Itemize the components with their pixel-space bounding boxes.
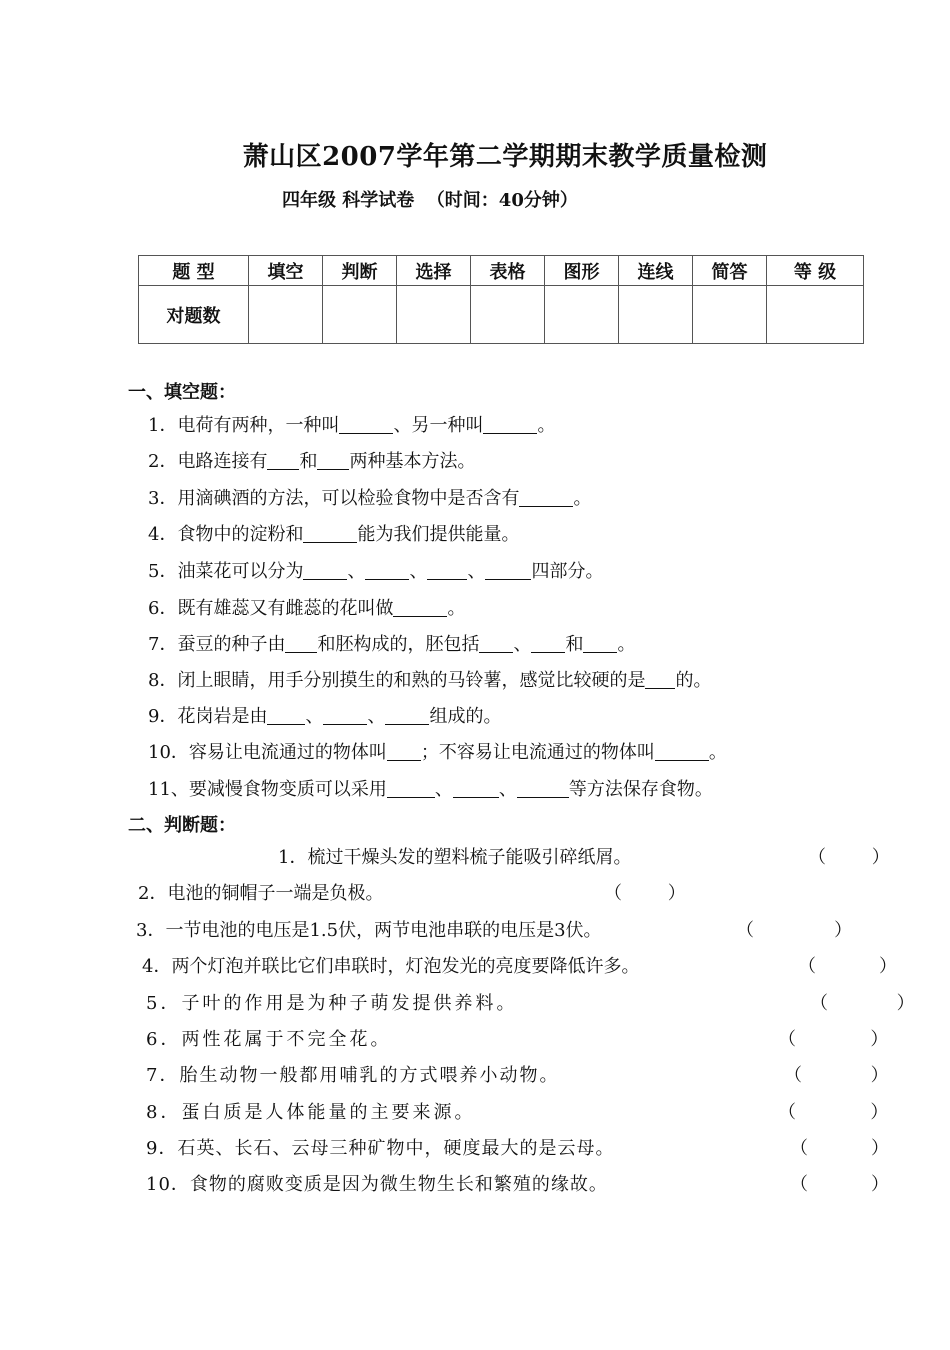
question-text: 和 <box>565 634 584 655</box>
true-false-question <box>146 1098 475 1124</box>
question-text: 。 <box>573 488 592 509</box>
answer-blank[interactable] <box>531 634 565 653</box>
fill-in-question <box>148 666 711 692</box>
answer-blank[interactable] <box>365 561 409 580</box>
question-text: 石英、长石、云母三种矿物中，硬度最大的是云母。 <box>177 1138 615 1159</box>
question-text: 用滴碘酒的方法，可以检验食物中是否含有 <box>177 488 520 509</box>
question-text: 组成的。 <box>429 706 502 727</box>
answer-blank[interactable] <box>483 415 537 434</box>
answer-blank[interactable] <box>285 634 317 653</box>
answer-blank[interactable] <box>303 524 357 543</box>
fill-in-question <box>148 630 635 656</box>
question-text: 蚕豆的种子由 <box>177 634 286 655</box>
question-number: 8． <box>148 670 178 691</box>
score-row-label: 对题数 <box>139 286 249 344</box>
question-text: 梳过干燥头发的塑料梳子能吸引碎纸屑。 <box>307 847 632 868</box>
question-text: 花岗岩是由 <box>177 706 268 727</box>
answer-blank[interactable] <box>517 779 569 798</box>
question-text: 闭上眼睛，用手分别摸生的和熟的马铃薯，感觉比较硬的是 <box>177 670 646 691</box>
question-text: 胎生动物一般都用哺乳的方式喂养小动物。 <box>179 1065 560 1086</box>
score-header-cell: 表格 <box>471 256 545 286</box>
question-text: 。 <box>708 742 727 763</box>
answer-blank[interactable] <box>267 706 305 725</box>
true-false-question <box>136 916 602 942</box>
score-header-cell: 题 型 <box>139 256 249 286</box>
question-text: 、 <box>305 706 324 727</box>
question-number: 2． <box>148 451 178 472</box>
question-text: 、另一种叫 <box>393 415 484 436</box>
question-text: 蛋白质是人体能量的主要来源。 <box>181 1102 476 1123</box>
question-number: 4． <box>148 524 178 545</box>
answer-blank[interactable] <box>385 706 429 725</box>
answer-blank[interactable] <box>317 451 349 470</box>
question-text: 、 <box>367 706 386 727</box>
fill-in-question <box>148 520 519 546</box>
answer-blank[interactable] <box>479 634 513 653</box>
score-cell <box>767 286 864 344</box>
true-false-question <box>146 1134 614 1160</box>
fill-in-question <box>148 594 465 620</box>
section-heading-true-false: 二、判断题： <box>128 815 236 836</box>
question-text: 和胚构成的，胚包括 <box>317 634 480 655</box>
question-text: 、 <box>347 561 366 582</box>
question-text: 、 <box>409 561 428 582</box>
answer-blank[interactable] <box>655 742 709 761</box>
score-cell <box>693 286 767 344</box>
fill-in-question <box>148 447 475 473</box>
score-table-row <box>139 286 864 344</box>
question-number: 1． <box>148 415 178 436</box>
question-number: 3． <box>148 488 178 509</box>
answer-parentheses[interactable]: （ ） <box>810 993 915 1014</box>
score-header-cell: 简答 <box>693 256 767 286</box>
answer-blank[interactable] <box>485 561 531 580</box>
question-number: 1． <box>278 847 308 868</box>
answer-blank[interactable] <box>645 670 675 689</box>
question-text: 电荷有两种，一种叫 <box>177 415 340 436</box>
question-text: 四部分。 <box>531 561 604 582</box>
question-text: 两个灯泡并联比它们串联时，灯泡发光的亮度要降低许多。 <box>171 956 640 977</box>
question-text: 和 <box>299 451 318 472</box>
question-text: 食物的腐败变质是因为微生物生长和繁殖的缘故。 <box>189 1174 608 1195</box>
question-text: 要减慢食物变质可以采用 <box>188 779 387 800</box>
answer-blank[interactable] <box>339 415 393 434</box>
fill-in-question <box>148 411 555 437</box>
fill-in-question <box>148 557 603 583</box>
question-number: 6． <box>148 598 178 619</box>
answer-blank[interactable] <box>267 451 299 470</box>
question-text: 。 <box>447 598 466 619</box>
answer-parentheses[interactable]: （ ） <box>784 1065 889 1086</box>
question-text: 等方法保存食物。 <box>568 779 713 800</box>
question-number: 4． <box>142 956 172 977</box>
answer-blank[interactable] <box>453 779 499 798</box>
page-title: 萧山区2007学年第二学期期末教学质量检测 <box>242 142 768 172</box>
fill-in-question <box>148 702 501 728</box>
section-heading-fill-in: 一、填空题： <box>128 382 236 403</box>
true-false-question <box>138 879 383 905</box>
score-cell <box>471 286 545 344</box>
page-subtitle: 四年级 科学试卷 （时间：40分钟） <box>282 190 578 211</box>
answer-parentheses[interactable]: （ ） <box>808 847 890 868</box>
score-cell <box>323 286 397 344</box>
question-number: 7． <box>146 1065 180 1086</box>
question-number: 3． <box>136 920 166 941</box>
question-text: 油菜花可以分为 <box>177 561 304 582</box>
fill-in-question <box>148 775 713 801</box>
true-false-question <box>146 989 517 1015</box>
score-table <box>138 255 864 344</box>
question-number: 5． <box>148 561 178 582</box>
question-text: 电池的铜帽子一端是负极。 <box>167 883 384 904</box>
question-text: 子叶的作用是为种子萌发提供养料。 <box>181 993 518 1014</box>
score-header-cell: 填空 <box>249 256 323 286</box>
answer-parentheses[interactable]: （ ） <box>778 1029 889 1050</box>
answer-blank[interactable] <box>583 634 617 653</box>
question-text: 。 <box>537 415 556 436</box>
answer-blank[interactable] <box>303 561 347 580</box>
answer-blank[interactable] <box>427 561 467 580</box>
true-false-question <box>142 952 639 978</box>
score-header-cell: 判断 <box>323 256 397 286</box>
question-number: 11、 <box>148 779 189 800</box>
answer-parentheses[interactable]: （ ） <box>736 920 853 941</box>
question-text: 能为我们提供能量。 <box>357 524 520 545</box>
answer-blank[interactable] <box>387 742 421 761</box>
question-text: 。 <box>617 634 636 655</box>
question-text: 食物中的淀粉和 <box>177 524 304 545</box>
answer-parentheses[interactable]: （ ） <box>790 1138 889 1159</box>
answer-parentheses[interactable]: （ ） <box>790 1174 889 1195</box>
score-cell <box>619 286 693 344</box>
question-number: 7． <box>148 634 178 655</box>
question-text: 两种基本方法。 <box>349 451 476 472</box>
question-text: 电路连接有 <box>177 451 268 472</box>
score-cell <box>397 286 471 344</box>
question-number: 8． <box>146 1102 182 1123</box>
question-number: 10． <box>148 742 189 763</box>
score-header-cell: 连线 <box>619 256 693 286</box>
question-number: 5． <box>146 993 182 1014</box>
question-number: 9． <box>148 706 178 727</box>
score-cell <box>249 286 323 344</box>
answer-parentheses[interactable]: （ ） <box>798 956 897 977</box>
score-header-cell: 等 级 <box>767 256 864 286</box>
question-text: 、 <box>513 634 532 655</box>
score-cell <box>545 286 619 344</box>
question-text: ；不容易让电流通过的物体叫 <box>420 742 655 763</box>
question-text: 、 <box>498 779 517 800</box>
question-text: 一节电池的电压是1.5伏，两节电池串联的电压是3伏。 <box>165 920 602 941</box>
answer-parentheses[interactable]: （ ） <box>604 883 686 904</box>
true-false-question <box>278 843 631 869</box>
true-false-question <box>146 1170 608 1196</box>
fill-in-question <box>148 738 727 764</box>
question-number: 10． <box>146 1174 190 1195</box>
answer-blank[interactable] <box>519 488 573 507</box>
question-text: 的。 <box>675 670 712 691</box>
question-number: 2． <box>138 883 168 904</box>
question-number: 9． <box>146 1138 178 1159</box>
question-number: 6． <box>146 1029 182 1050</box>
score-header-cell: 图形 <box>545 256 619 286</box>
score-header-cell: 选择 <box>397 256 471 286</box>
answer-blank[interactable] <box>323 706 367 725</box>
answer-blank[interactable] <box>387 779 435 798</box>
score-table-header-row <box>139 256 864 286</box>
true-false-question <box>146 1061 559 1087</box>
answer-blank[interactable] <box>393 598 447 617</box>
question-text: 既有雄蕊又有雌蕊的花叫做 <box>177 598 394 619</box>
question-text: 两性花属于不完全花。 <box>181 1029 392 1050</box>
answer-parentheses[interactable]: （ ） <box>778 1102 889 1123</box>
fill-in-question <box>148 484 591 510</box>
question-text: 、 <box>434 779 453 800</box>
question-text: 容易让电流通过的物体叫 <box>188 742 387 763</box>
question-text: 、 <box>467 561 486 582</box>
true-false-question <box>146 1025 391 1051</box>
